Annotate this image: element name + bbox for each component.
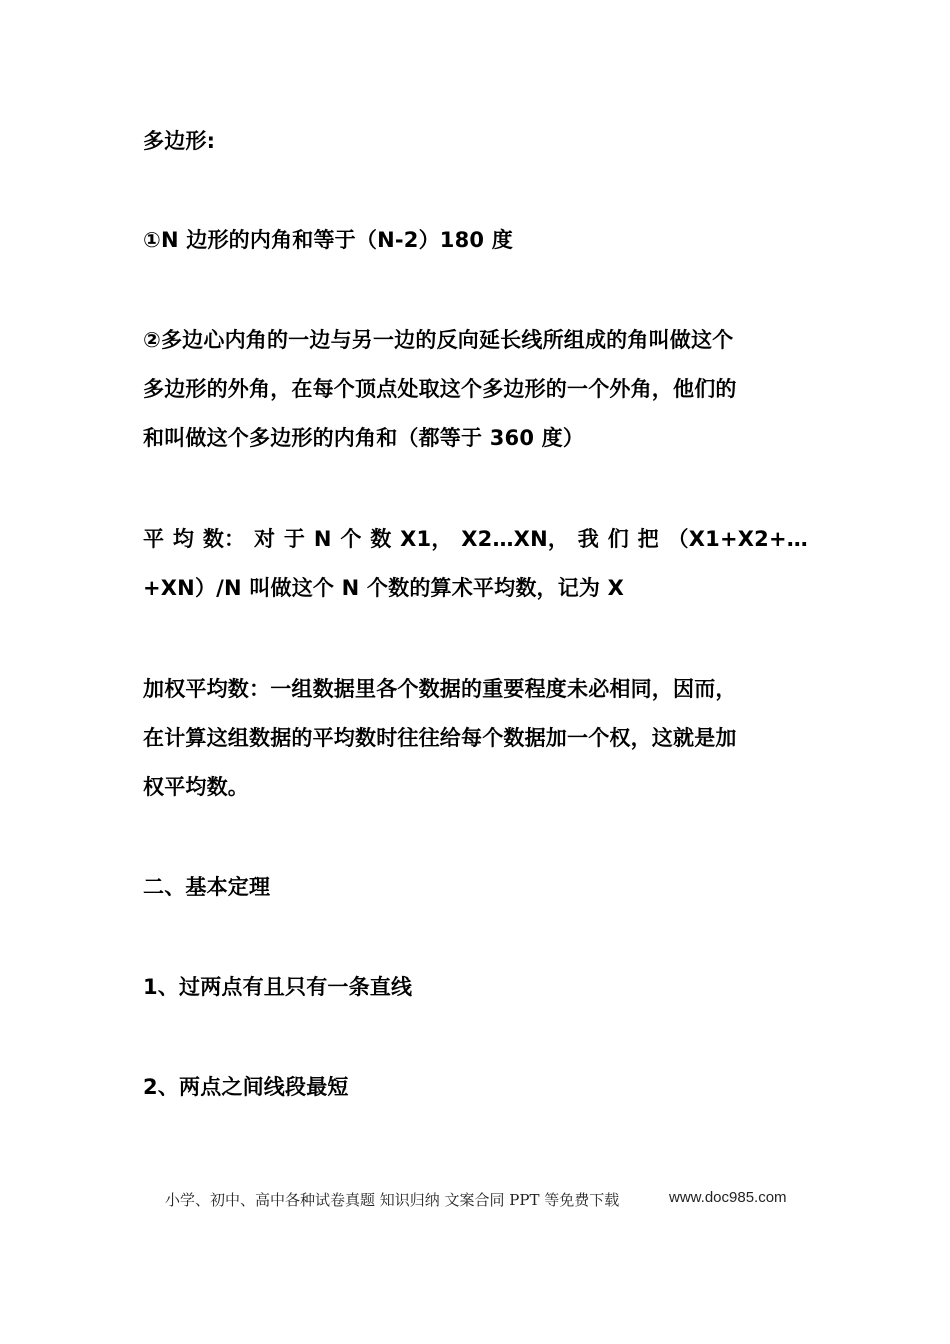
weighted-mean-line: 在计算这组数据的平均数时往往给每个数据加一个权，这就是加	[143, 726, 737, 750]
theorem-1-text: 1、过两点有且只有一条直线	[143, 975, 413, 999]
mean-word: 把	[637, 527, 659, 551]
mean-word: 平	[143, 527, 165, 551]
mean-word: 均	[172, 527, 195, 551]
mean-word: 个	[340, 527, 362, 551]
mean-word: （X1+X2+…	[667, 527, 808, 551]
theorem-1	[143, 963, 808, 1012]
mean-word: X2…XN，	[461, 527, 570, 551]
polygon-item-2-line: 多边形的外角，在每个顶点处取这个多边形的一个外角，他们的	[143, 377, 737, 401]
mean-word: 对	[253, 527, 276, 551]
polygon-item-1	[143, 216, 808, 265]
weighted-mean-definition	[143, 665, 808, 812]
mean-word: 我	[577, 527, 599, 551]
footer-promo-text: 小学、初中、高中各种试卷真题 知识归纳 文案合同 PPT 等免费下载	[165, 1191, 620, 1209]
polygon-item-2-line: 和叫做这个多边形的内角和（都等于 360 度）	[143, 426, 585, 450]
mean-word: 数：	[202, 527, 246, 551]
polygon-item-2	[143, 316, 808, 463]
section-heading-text: 二、基本定理	[143, 875, 271, 899]
polygon-heading	[143, 117, 808, 166]
mean-definition-line-2: +XN）/N 叫做这个 N 个数的算术平均数，记为 X	[143, 576, 625, 600]
page-footer	[0, 1189, 950, 1213]
theorem-2	[143, 1063, 808, 1112]
section-heading	[143, 863, 808, 912]
weighted-mean-line: 加权平均数：一组数据里各个数据的重要程度未必相同，因而，	[143, 677, 737, 701]
mean-word: N	[313, 527, 332, 551]
polygon-heading-text: 多边形:	[143, 129, 216, 153]
mean-definition-line-1	[143, 515, 808, 564]
mean-word: X1，	[400, 527, 453, 551]
polygon-item-1-text: ①N 边形的内角和等于（N-2）180 度	[143, 228, 513, 252]
footer-site-url: www.doc985.com	[669, 1189, 787, 1206]
mean-word: 于	[283, 527, 306, 551]
mean-word: 们	[607, 527, 629, 551]
theorem-2-text: 2、两点之间线段最短	[143, 1075, 349, 1099]
mean-definition	[143, 515, 808, 613]
mean-word: 数	[370, 527, 392, 551]
polygon-item-2-line: ②多边心内角的一边与另一边的反向延长线所组成的角叫做这个	[143, 328, 734, 352]
weighted-mean-line: 权平均数。	[143, 775, 249, 799]
